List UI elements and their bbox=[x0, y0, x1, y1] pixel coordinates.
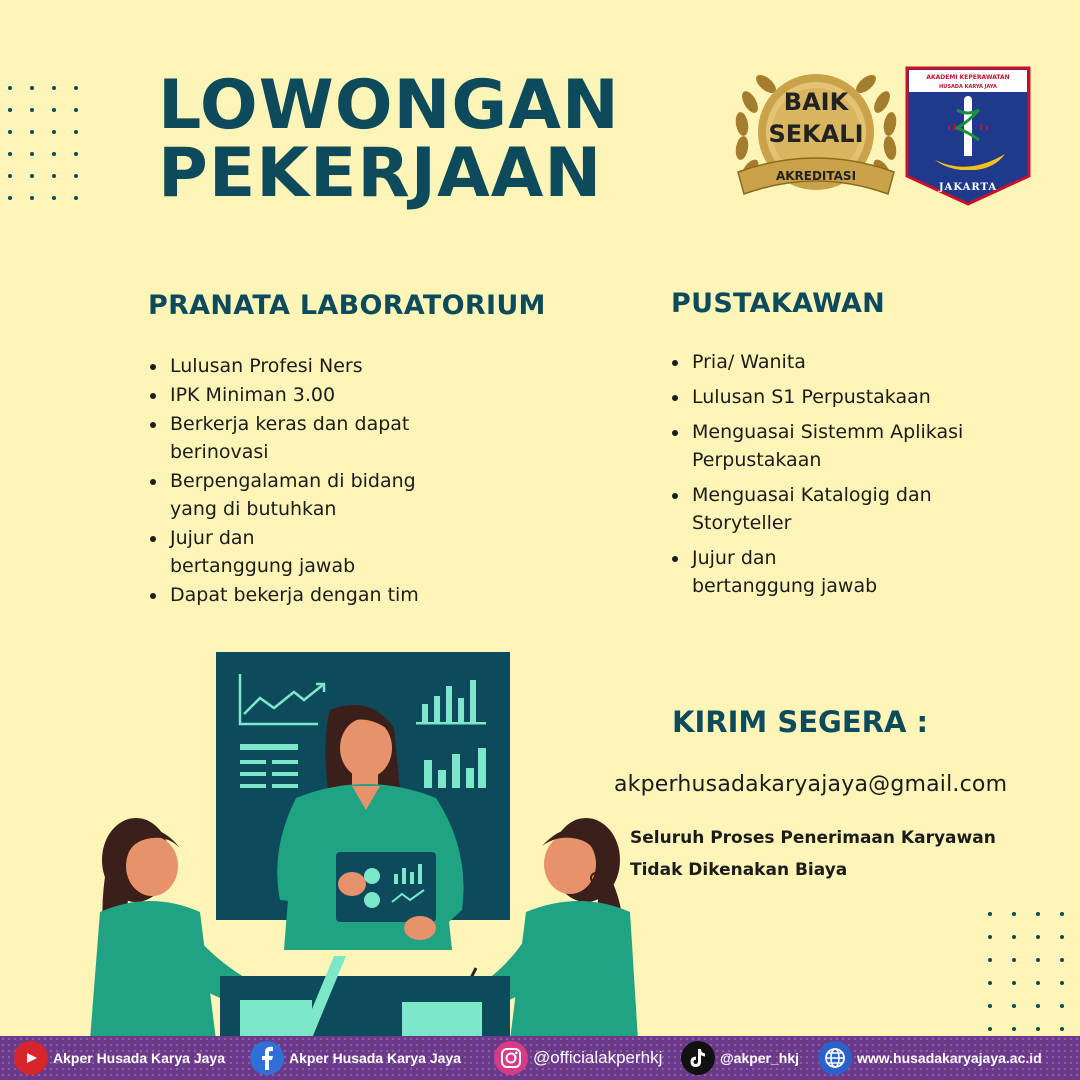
requirement-item: Lulusan Profesi Ners bbox=[148, 352, 478, 380]
website-link[interactable] bbox=[818, 1036, 1042, 1080]
instagram-label: @officialakperhkj bbox=[533, 1048, 663, 1067]
laptop-base bbox=[240, 1000, 312, 1038]
logo-top-line-1: AKADEMI KEPERAWATAN bbox=[926, 74, 1010, 81]
requirement-item: Menguasai Sistemm Aplikasi Perpustakaan bbox=[670, 418, 992, 474]
youtube-icon bbox=[14, 1041, 48, 1075]
tiktok-link[interactable] bbox=[681, 1036, 799, 1080]
contact-email[interactable]: akperhusadakaryajaya@gmail.com bbox=[614, 772, 1008, 797]
dot-grid-top-left bbox=[8, 86, 88, 206]
dot-grid-bottom-right bbox=[988, 912, 1068, 1032]
facebook-label: Akper Husada Karya Jaya bbox=[289, 1050, 461, 1066]
requirement-item: Dapat bekerja dengan tim bbox=[148, 581, 478, 609]
facebook-icon bbox=[250, 1041, 284, 1075]
requirement-item: IPK Miniman 3.00 bbox=[148, 381, 478, 409]
requirement-item: Berkerja keras dan dapat berinovasi bbox=[148, 410, 440, 466]
requirements-list-library bbox=[670, 348, 990, 607]
instagram-icon bbox=[494, 1041, 528, 1075]
logo-top-line-2: HUSADA KARYA JAYA bbox=[939, 84, 997, 90]
globe-icon bbox=[818, 1041, 852, 1075]
position-title-library: PUSTAKAWAN bbox=[671, 288, 886, 319]
instagram-link[interactable] bbox=[494, 1036, 662, 1080]
fee-note-line-1: Seluruh Proses Penerimaan Karyawan bbox=[630, 828, 996, 848]
requirement-item: Jujur dan bertanggung jawab bbox=[148, 524, 370, 580]
badge-ribbon-text: AKREDITASI bbox=[775, 169, 857, 183]
fee-note bbox=[630, 822, 996, 886]
requirement-item: Menguasai Katalogig dan Storyteller bbox=[670, 481, 982, 537]
team-meeting-illustration bbox=[90, 650, 650, 1040]
youtube-link[interactable] bbox=[14, 1036, 225, 1080]
notebook bbox=[402, 1002, 482, 1038]
badge-line-2: SEKALI bbox=[768, 120, 864, 148]
position-title-lab: PRANATA LABORATORIUM bbox=[148, 290, 546, 321]
headline-line-1: LOWONGAN bbox=[158, 66, 620, 145]
requirement-item: Lulusan S1 Perpustakaan bbox=[670, 383, 990, 411]
youtube-label: Akper Husada Karya Jaya bbox=[53, 1050, 225, 1066]
facebook-link[interactable] bbox=[250, 1036, 461, 1080]
logo-bottom-text: JAKARTA bbox=[938, 182, 998, 193]
requirement-item: Jujur dan bertanggung jawab bbox=[670, 544, 892, 600]
requirement-item: Pria/ Wanita bbox=[670, 348, 990, 376]
requirements-list-lab bbox=[148, 352, 478, 610]
headline-line-2: PEKERJAAN bbox=[158, 134, 603, 213]
social-footer bbox=[0, 1036, 1080, 1080]
badge-line-1: BAIK bbox=[783, 88, 849, 116]
contact-title: KIRIM SEGERA : bbox=[672, 705, 929, 739]
headline bbox=[158, 66, 620, 213]
fee-note-line-2: Tidak Dikenakan Biaya bbox=[630, 860, 848, 880]
tiktok-icon bbox=[681, 1041, 715, 1075]
requirement-item: Berpengalaman di bidang yang di butuhkan bbox=[148, 467, 460, 523]
website-label: www.husadakaryajaya.ac.id bbox=[857, 1050, 1042, 1066]
accreditation-badge bbox=[728, 62, 904, 210]
tiktok-label: @akper_hkj bbox=[720, 1050, 800, 1066]
institution-logo bbox=[905, 66, 1031, 206]
